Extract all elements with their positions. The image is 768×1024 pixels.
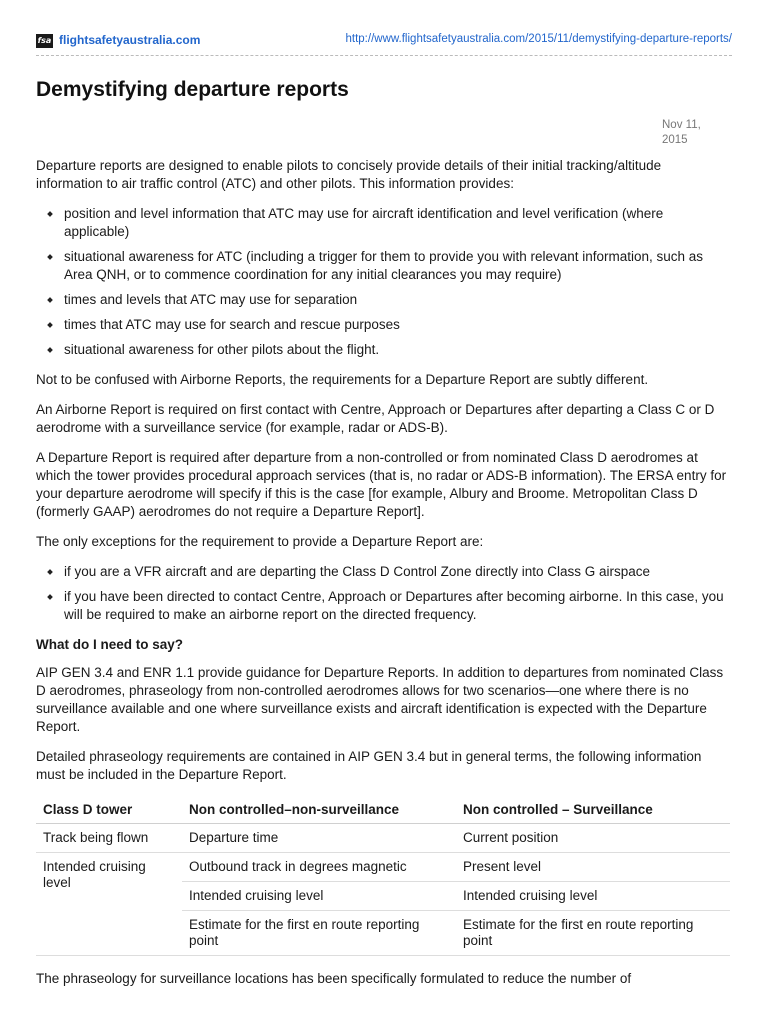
list-item: situational awareness for ATC (including a trigger for them to provide you with relevant information, such as Area QNH, or to commence coordination for any initial clearances you may require) [36,248,730,284]
list-item: times and levels that ATC may use for separation [36,291,730,309]
table-header-row [36,796,730,824]
list-item: if you have been directed to contact Centre, Approach or Departures after becoming airborne. In this case, you will be required to make an airborne report on the directed frequency. [36,588,730,624]
list-item: times that ATC may use for search and rescue purposes [36,316,730,334]
table-cell: Departure time [182,824,456,853]
section-subheading: What do I need to say? [36,637,184,652]
table-row [36,824,730,853]
table-cell: Intended cruising level [36,853,182,956]
table-cell: Current position [456,824,730,853]
provides-list [36,205,730,359]
page-header [36,33,732,51]
detailed-paragraph: Detailed phraseology requirements are contained in AIP GEN 3.4 but in general terms, the following information must be included in the Departure Report. [36,749,702,782]
table-header-cell: Non controlled – Surveillance [456,796,730,824]
table-header-cell: Class D tower [36,796,182,824]
table-header-cell: Non controlled–non-surveillance [182,796,456,824]
airborne-paragraph: An Airborne Report is required on first contact with Centre, Approach or Departures after departing a Class C or D aerodrome with a surveillance service (for example, radar or ADS-B). [36,402,715,435]
table-cell: Track being flown [36,824,182,853]
header-divider [36,55,732,56]
site-name-link[interactable]: flightsafetyaustralia.com [59,33,201,47]
list-item: position and level information that ATC may use for aircraft identification and level verification (where applicable) [36,205,730,241]
list-item: situational awareness for other pilots about the flight. [36,341,730,359]
fsa-logo-icon: fsa [36,34,53,48]
departure-paragraph: A Departure Report is required after departure from a non-controlled or from nominated Class D aerodromes at which the tower provides procedural approach services (that is, no radar or ADS-B information). The ERSA entry for your departure aerodrome will specify if this is the case [for example, Albury and Broome. Metropolitan Class D (formerly GAAP) aerodromes do not require a Departure Report]. [36,450,727,519]
article-title: Demystifying departure reports [36,78,349,101]
table-cell: Present level [456,853,730,882]
confused-paragraph: Not to be confused with Airborne Reports, the requirements for a Departure Report are subtly different. [36,372,649,387]
final-paragraph: The phraseology for surveillance locations has been specifically formulated to reduce the number of [36,971,632,986]
phraseology-table [36,796,730,956]
table-cell: Outbound track in degrees magnetic [182,853,456,882]
table-cell: Intended cruising level [456,882,730,911]
table-cell: Estimate for the first en route reporting point [182,911,456,956]
guidance-paragraph: AIP GEN 3.4 and ENR 1.1 provide guidance for Departure Reports. In addition to departures from nominated Class D aerodromes, phraseology from non-controlled aerodromes allows for two scenarios—one where there is no surveillance available and one where surveillance exists and aircraft identification is expected with the Departure Report. [36,665,724,734]
exceptions-paragraph: The only exceptions for the requirement to provide a Departure Report are: [36,534,484,549]
exceptions-list [36,563,730,624]
table-cell: Estimate for the first en route reporting point [456,911,730,956]
article-body [36,157,730,1000]
article-url-link[interactable]: http://www.flightsafetyaustralia.com/2015/11/demystifying-departure-reports/ [345,33,732,45]
table-row [36,853,730,882]
intro-paragraph: Departure reports are designed to enable pilots to concisely provide details of their initial tracking/altitude information to air traffic control (ATC) and other pilots. This information provides: [36,158,662,191]
list-item: if you are a VFR aircraft and are departing the Class D Control Zone directly into Class G airspace [36,563,730,581]
table-cell: Intended cruising level [182,882,456,911]
publish-date: Nov 11, 2015 [662,119,701,146]
